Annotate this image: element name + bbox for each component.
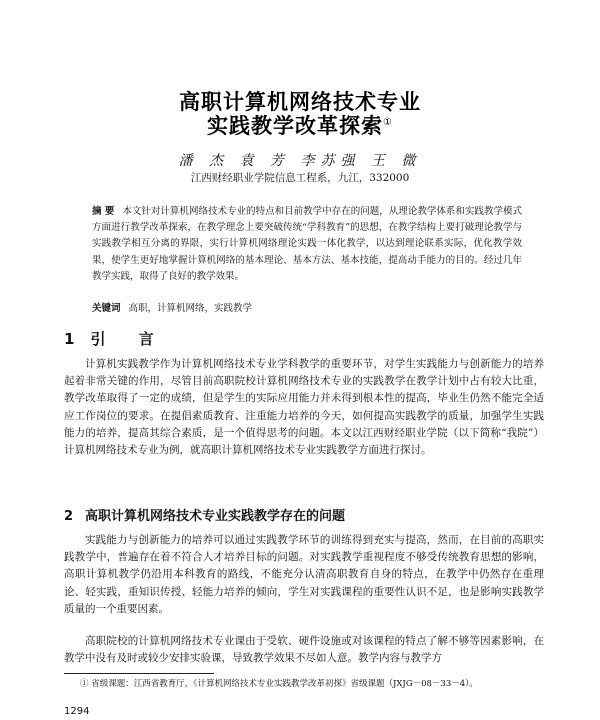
section-2-paragraph-1: 实践能力与创新能力的培养可以通过实践教学环节的训练得到充实与提高，然而，在目前的高职实践教学中，普遍存在着不符合人才培养目标的问题。对实践教学重视程度不够受传统教育思想的影响，高职计算机教学仍沿用本科教育的路线，不能充分认清高职教育自身的特点，在教学中仍然存在重理论、轻实践，重知识传授、轻能力培养的倾向，学生对实践课程的重要性认识不足，也是影响实践教学质量的一个重要因素。 (64, 534, 544, 615)
footnote-divider (64, 673, 214, 674)
abstract-text: 本文针对计算机网络技术专业的特点和目前教学中存在的问题，从理论教学体系和实践教学模式方面进行教学改革探索，在教学理念上要突破传统“学科教育”的思想，在教学结构上要打破理论教学与实践教学相互分离的界限，实行计算机网络理论实践一体化教学，以达到理论联系实际，优化教学效果，使学生更好地掌握计算机网络的基本理论、基本方法、基本技能，提高动手能力的目的。经过几年教学实践，取得了良好的教学效果。 (92, 206, 522, 282)
title-line-2 (0, 110, 600, 140)
keywords-text: 高职，计算机网络，实践教学 (128, 303, 253, 314)
title-footnote-mark: ① (383, 117, 393, 128)
authors: 潘 杰 袁 芳 李苏强 王 微 (178, 153, 422, 169)
affiliation: 江西财经职业学院信息工程系，九江，332000 (190, 172, 410, 184)
section-1-number: 1 (64, 330, 75, 348)
keywords (92, 300, 522, 314)
page-number: 1294 (64, 706, 90, 717)
title-line-1: 高职计算机网络技术专业 (179, 90, 421, 114)
abstract (92, 204, 522, 285)
footnote: ① 省级课题：江西省教育厅，《计算机网络技术专业实践教学改革初探》省级课题（JXJG－08－33－4）。 (80, 679, 478, 689)
section-2-heading (64, 505, 345, 524)
abstract-label: 摘 要 (92, 206, 115, 217)
title-line-2-text: 实践教学改革探索 (207, 114, 384, 138)
section-2-number: 2 (64, 509, 74, 524)
section-2-title: 高职计算机网络技术专业实践教学存在的问题 (85, 509, 346, 524)
keywords-label: 关键词 (92, 303, 121, 314)
section-2-paragraph-2: 高职院校的计算机网络技术专业课由于受软、硬件设施或对该课程的特点了解不够等因素影响，在教学中没有及时或较少安排实验课，导致教学效果不尽如人意。教学内容与教学方 (64, 635, 544, 665)
section-1-title: 引 言 (90, 330, 168, 348)
section-1-heading (64, 328, 168, 349)
section-1-paragraph: 计算机实践教学作为计算机网络技术专业学科教学的重要环节，对学生实践能力与创新能力的培养起着非常关键的作用，尽管目前高职院校计算机网络技术专业的实践教学在教学计划中占有较大比重，教学改革取得了一定的成绩，但是学生的实际应用能力并未得到根本性的提高，毕业生仍然不能完全适应工作岗位的要求。在提倡素质教育、注重能力培养的今天，如何提高实践教学的质量，加强学生实践能力的培养，提高其综合素质，是一个值得思考的问题。本文以江西财经职业学院（以下简称“我院”）计算机网络技术专业为例，就高职计算机网络技术专业实践教学方面进行探讨。 (64, 358, 544, 457)
